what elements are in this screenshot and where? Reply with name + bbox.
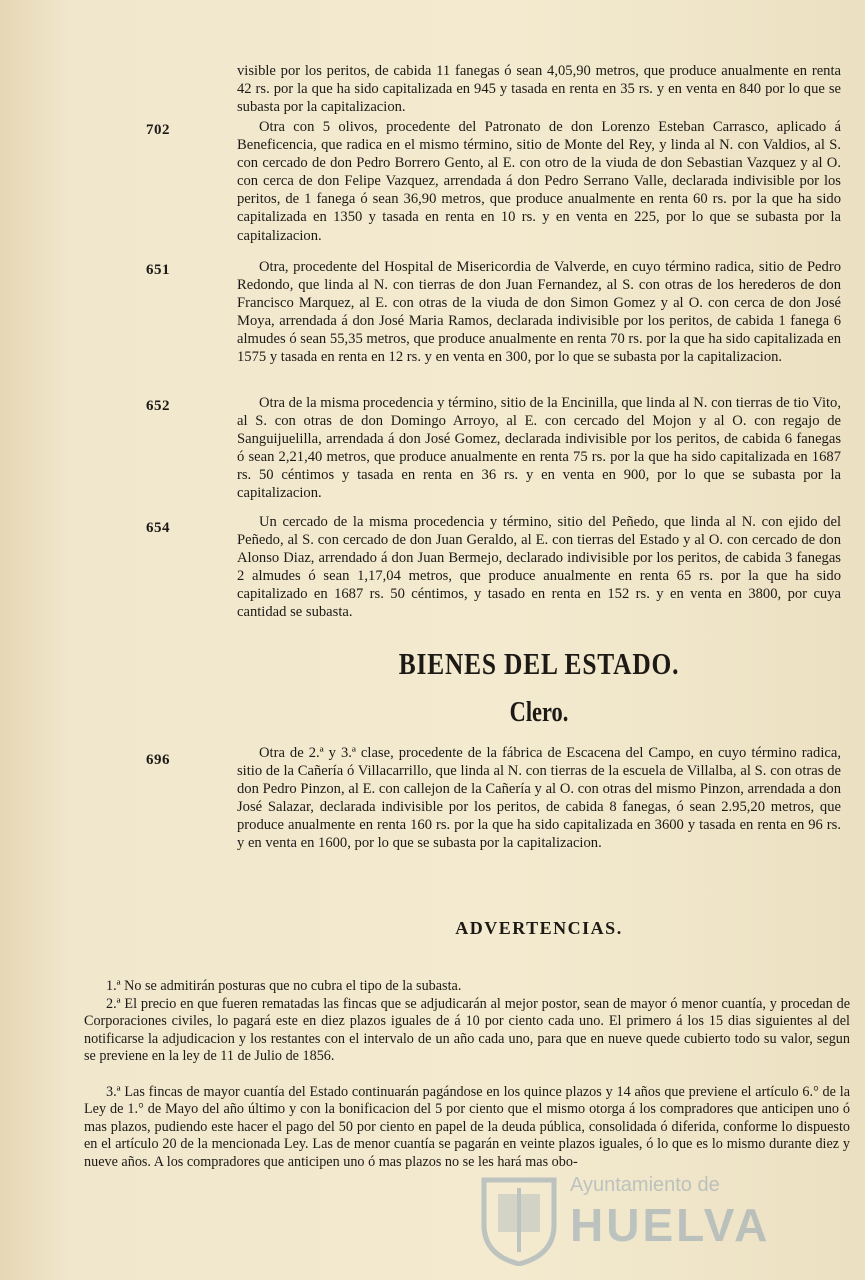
entry-text: Otra con 5 olivos, procedente del Patronato de don Lorenzo Esteban Carrasco, aplicado á Beneficencia, que radica en el mismo término, sitio de Monte del Rey, y linda al N. con Valdios, al S. con cercado de don Pedro Borrero Gento, al E. con otro de la viuda de don Sebastian Vazquez y al O. con cerca de don Felipe Vazquez, arrendada á don Pedro Serrano Valle, declarada indivisible por los peritos, de 1 fanega ó sean 36,90 metros, que produce anualmente en renta 60 rs. por la que ha sido capitalizada en 1350 y tasada en renta en 10 rs. y en venta en 225, por lo que se subasta por la capitalizacion. xyxy=(237,119,841,244)
coat-of-arms-icon xyxy=(474,1170,564,1266)
entry-number: 696 xyxy=(146,752,170,768)
advertencia-item: 3.ª Las fincas de mayor cuantía del Estado continuarán pagándose en los quince plazos y 14 años que previene el artículo 6.° de la Ley de 1.° de Mayo del año último y con la bonificacion del 5 por ciento que el mismo otorga á los compradores que anticipen uno ó mas plazos, pudiendo este hacer el pago del 50 por ciento en papel de la deuda pública, consolidada ó diferida, conforme lo dispuesto en el artículo 20 de la mencionada Ley. Las de menor cuantía se pagarán en veinte plazos iguales, ó lo que es lo mismo durante diez y nueve años. A los compradores que anticipen uno ó mas plazos no se les hará mas obo- xyxy=(84,1084,850,1170)
watermark-line2: HUELVA xyxy=(570,1199,771,1251)
entry-text: Otra, procedente del Hospital de Misericordia de Valverde, en cuyo término radica, sitio de Pedro Redondo, que linda al N. con tierras de don Juan Fernandez, al S. con otras de los herederos de don Francisco Marquez, al E. con otras de la viuda de don Simon Gomez y al O. con cerca de don José Moya, arrendada á don José Maria Ramos, declarada indivisible por los peritos, de cabida 1 fanega 6 almudes ó sean 55,35 metros, que produce anualmente en renta 70 rs. por la que ha sido capitalizada en 1575 y tasada en renta en 12 rs. y en venta en 300, por lo que se subasta por la capitalizacion. xyxy=(237,259,841,366)
entry-number: 652 xyxy=(146,398,170,414)
entry-text: Un cercado de la misma procedencia y término, sitio del Peñedo, que linda al N. con ejido del Peñedo, al S. con cercado de don Juan Geraldo, al E. con tierras del Estado y al O. con cercado de don Alonso Diaz, arrendado á don Juan Bermejo, declarado indivisible por los peritos, de cabida 3 fanegas 2 almudes ó sean 1,17,04 metros, que produce anualmente en renta 65 rs. por la que ha sido capitalizado en 1687 rs. 50 céntimos, y tasado en renta en 152 rs. y en venta en 3800, por cuya cantidad se subasta. xyxy=(237,514,841,621)
watermark xyxy=(470,1170,800,1270)
entry-number: 654 xyxy=(146,520,170,536)
entry-text: Otra de 2.ª y 3.ª clase, procedente de la fábrica de Escacena del Campo, en cuyo término radica, sitio de la Cañería ó Villacarrillo, que linda al N. con tierras de la escuela de Villalba, al S. con otras de don Pedro Pinzon, al E. con callejon de la Cañería y al O. con otras del mismo Pinzon, arrendada a don José Salazar, declarada indivisible por los peritos, de cabida 8 fanegas, ó sean 2.95,20 metros, que produce anualmente en renta 160 rs. por la que ha sido capitalizada en 3600 y tasada en renta en 96 rs. y en venta en 1600, por lo que se subasta por la capitalizacion. xyxy=(237,745,841,852)
entry-continuation: visible por los peritos, de cabida 11 fanegas ó sean 4,05,90 metros, que produce anualmente en renta 42 rs. por la que ha sido capitalizada en 945 y tasada en renta en 35 rs. y en venta en 840 por lo que se subasta por la capitalizacion. xyxy=(237,63,841,116)
advertencias-title: ADVERTENCIAS. xyxy=(455,918,623,938)
advertencia-item: 1.ª No se admitirán posturas que no cubra el tipo de la subasta. xyxy=(106,978,462,994)
entry-text: Otra de la misma procedencia y término, sitio de la Encinilla, que linda al N. con tierras de tio Vito, al S. con otras de don Domingo Arroyo, al E. con cercado del Mojon y al O. con regajo de Sanguijuelilla, arrendada á don José Gomez, declarada indivisible por los peritos, de cabida 6 fanegas ó sean 2,21,40 metros, que produce anualmente en renta 75 rs. por la que ha sido capitalizada en 1687 rs. 50 céntimos y tasada en renta en 36 rs. y en venta en 900, por lo que se subasta por la capitalizacion. xyxy=(237,395,841,502)
entry-number: 702 xyxy=(146,122,170,138)
entry-number: 651 xyxy=(146,262,170,278)
advertencia-item: 2.ª El precio en que fueren rematadas las fincas que se adjudicarán al mejor postor, sean de mayor ó menor cuantía, y procedan de Corporaciones civiles, lo pagará este en diez plazos iguales de á 10 por ciento cada uno. El primero á los 15 dias siguientes al del notificarse la adjudicacion y los restantes con el intervalo de un año cada uno, para que en nueve quede cubierto todo su valor, segun se previene en la ley de 11 de Julio de 1856. xyxy=(84,996,850,1065)
subsection-title: Clero. xyxy=(509,697,569,728)
section-title: BIENES DEL ESTADO. xyxy=(398,646,680,681)
watermark-line1: Ayuntamiento de xyxy=(570,1174,720,1196)
